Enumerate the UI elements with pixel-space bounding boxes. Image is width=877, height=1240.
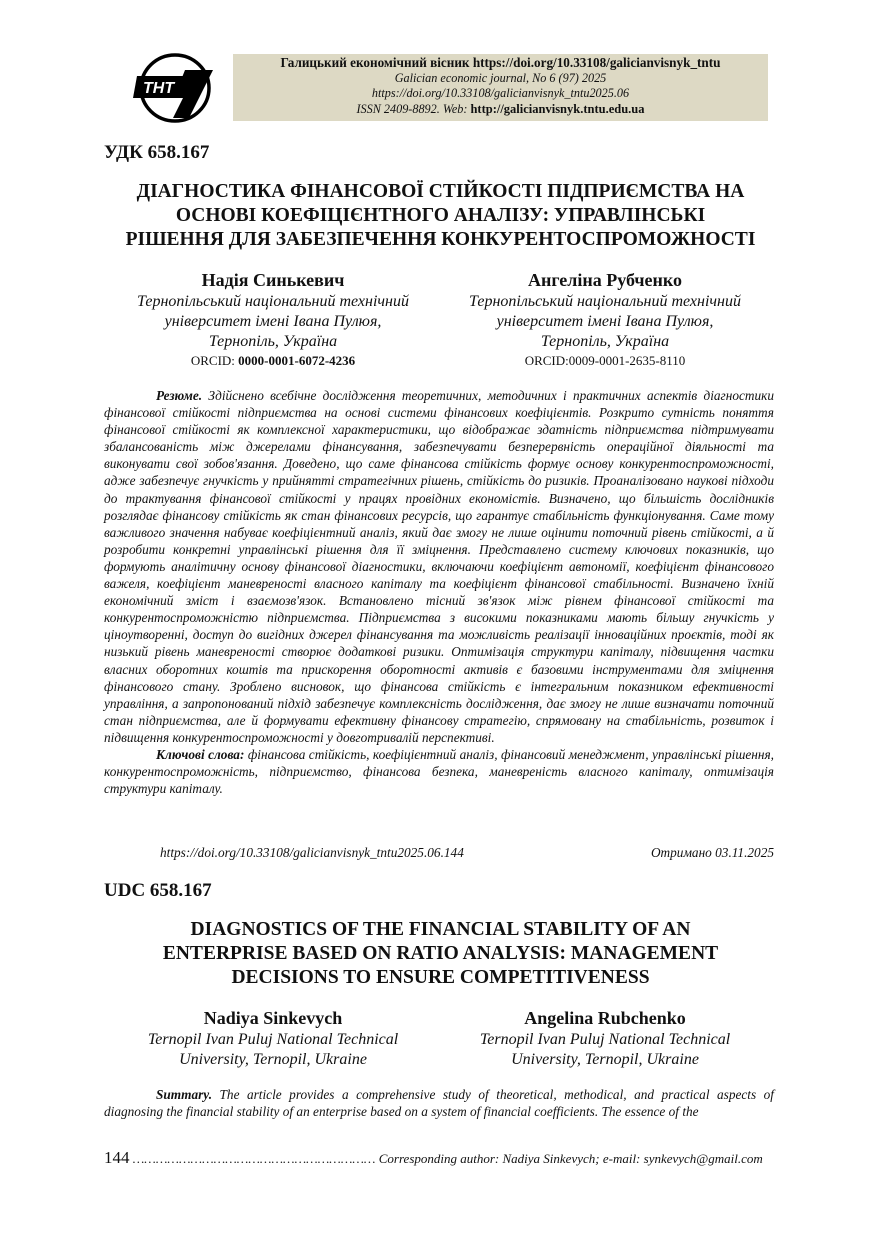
- tntu-logo-icon: [133, 52, 215, 124]
- author-name: Nadiya Sinkevych: [203, 1008, 343, 1028]
- author-ua-1: [108, 268, 438, 369]
- received-date: Отримано 03.11.2025: [650, 845, 774, 860]
- author-affiliation: University, Ternopil, Ukraine: [511, 1051, 699, 1068]
- author-affiliation: Тернопільський національний технічний: [137, 293, 409, 310]
- author-affiliation: університет імені Івана Пулюя,: [496, 313, 714, 330]
- author-affiliation: Тернопільський національний технічний: [469, 293, 741, 310]
- svg-text:THT: THT: [143, 80, 175, 97]
- title-en: [104, 918, 777, 990]
- abstract-ua: [104, 387, 774, 797]
- article-doi-link[interactable]: https://doi.org/10.33108/galicianvisnyk_tntu2025.06.144: [160, 845, 464, 860]
- footer-dots: ………………………………………………………: [129, 1151, 379, 1166]
- author-name: Надія Синькевич: [201, 270, 345, 290]
- author-affiliation: Тернопіль, Україна: [208, 333, 338, 350]
- summary-label: Summary.: [156, 1087, 213, 1102]
- abstract-text: Здійснено всебічне дослідження теоретичних, методичних і практичних аспектів діагностики фінансової стійкості підприємства на основі системи фінансових коефіцієнтів. Розкрито сутність поняття фінансової стійкості як комплексної характеристики, що відображає здатність підприємства підтримувати збалансованість між джерелами фінансування, забезпечувати безперервність операційної діяльності та виконувати свої зобов'язання. Доведено, що саме фінансова стійкість формує основу конкурентоспроможності, адже забезпечує гнучкість у прийнятті стратегічних рішень, стійкість до ризиків. Проаналізовано наукові підходи до трактування фінансової стійкості у працях провідних економістів. Визначено, що більшість дослідників розглядає фінансову стійкість як стан фінансових ресурсів, що гарантує стабільність функціонування. Саме тому важливого значення набуває коефіцієнтний аналіз, який дає змогу не лише оцінити поточний рівень стійкості, а й розробити конкретні управлінські рішення для її зміцнення. Представлено систему ключових показників, що формують аналітичну основу фінансової діагностики, включаючи коефіцієнт автономії, коефіцієнт фінансового важеля, коефіцієнт маневреності власного капіталу та коефіцієнт фінансової стабільності. Визначено їхній економічний зміст і взаємозв'язок. Встановлено тісний зв'язок між рівнем фінансової стійкості та конкурентоспроможністю підприємства. Підприємства з високими показниками мають більшу гнучкість у ціноутворенні, доступ до вигідних джерел фінансування та можливість реалізації інноваційних проєктів, тоді як низький рівень маневреності створює додаткові ризики. Оптимізація структури капіталу, підвищення частки власних оборотних коштів та прискорення оборотності активів є базовими інструментами для зміцнення фінансового стану. Зроблено висновок, що фінансова стійкість є інтегральним показником ефективності управління, а запропонований підхід забезпечує комплексність дослідження, дає змогу не лише визначати поточний стан підприємства, але й формувати ефективну фінансову стратегію, спрямовану на стабільність, розвиток і підвищення конкурентоспроможності у довготривалій перспективі.: [104, 388, 774, 745]
- page-number: 144: [104, 1148, 130, 1167]
- abstract-label: Резюме.: [156, 388, 203, 403]
- author-name: Angelina Rubchenko: [524, 1008, 686, 1028]
- orcid-link[interactable]: 0009-0001-2635-8110: [568, 353, 686, 368]
- title-en-line: DECISIONS TO ENSURE COMPETITIVENESS: [231, 967, 650, 988]
- udc-ua: УДК 658.167: [104, 142, 210, 163]
- page-footer: [104, 1148, 763, 1168]
- journal-web-link[interactable]: http://galicianvisnyk.tntu.edu.ua: [470, 101, 645, 116]
- author-ua-2: [440, 268, 770, 369]
- keywords-label: Ключові слова:: [156, 746, 245, 762]
- orcid-label: ORCID:: [190, 353, 239, 368]
- orcid-link[interactable]: 0000-0001-6072-4236: [238, 353, 356, 368]
- title-ua-line: РІШЕННЯ ДЛЯ ЗАБЕЗПЕЧЕННЯ КОНКУРЕНТОСПРОМОЖНОСТІ: [125, 229, 756, 250]
- title-en-line: ENTERPRISE BASED ON RATIO ANALYSIS: MANAGEMENT: [162, 943, 719, 964]
- issue-doi-link[interactable]: https://doi.org/10.33108/galicianvisnyk_tntu2025.06: [371, 86, 630, 100]
- journal-en: Galician economic journal, No 6 (97) 2025: [394, 70, 607, 85]
- udc-en: UDC 658.167: [104, 880, 212, 901]
- journal-line: Галицький економічний вісник https://doi.org/10.33108/galicianvisnyk_tntu: [280, 55, 721, 70]
- journal-header: [233, 54, 768, 121]
- orcid-label: ORCID:: [524, 353, 569, 368]
- keywords-text: фінансова стійкість, коефіцієнтний аналіз, фінансовий менеджмент, управлінські рішення, конкурентоспроможність, підприємство, фінансова безпека, маневреність власного капіталу, оптимізація структури капіталу.: [104, 746, 775, 797]
- summary-text: The article provides a comprehensive study of theoretical, methodical, and practical aspects of diagnosing the financial stability of an enterprise based on a system of financial coefficients. The essence of the: [104, 1087, 774, 1120]
- author-affiliation: Тернопіль, Україна: [540, 333, 670, 350]
- title-ua: [104, 180, 777, 252]
- author-orcid: [108, 352, 438, 369]
- author-name: Ангеліна Рубченко: [528, 270, 682, 290]
- corresponding-author: Corresponding author: Nadiya Sinkevych; e-mail: synkevych@gmail.com: [378, 1151, 763, 1166]
- author-affiliation: Ternopil Ivan Puluj National Technical: [479, 1031, 731, 1048]
- author-en-2: [440, 1006, 770, 1070]
- doi-line: [160, 845, 774, 861]
- author-affiliation: університет імені Івана Пулюя,: [164, 313, 382, 330]
- title-en-line: DIAGNOSTICS OF THE FINANCIAL STABILITY OF AN: [190, 919, 691, 940]
- author-en-1: [108, 1006, 438, 1070]
- title-ua-line: ДІАГНОСТИКА ФІНАНСОВОЇ СТІЙКОСТІ ПІДПРИЄМСТВА НА: [136, 181, 745, 202]
- summary-en: [104, 1086, 774, 1120]
- author-affiliation: Ternopil Ivan Puluj National Technical: [147, 1031, 399, 1048]
- author-affiliation: University, Ternopil, Ukraine: [179, 1051, 367, 1068]
- title-ua-line: ОСНОВІ КОЕФІЦІЄНТНОГО АНАЛІЗУ: УПРАВЛІНСЬКІ: [175, 205, 706, 226]
- author-orcid: [440, 352, 770, 369]
- issn-label: ISSN 2409-8892. Web:: [356, 101, 468, 116]
